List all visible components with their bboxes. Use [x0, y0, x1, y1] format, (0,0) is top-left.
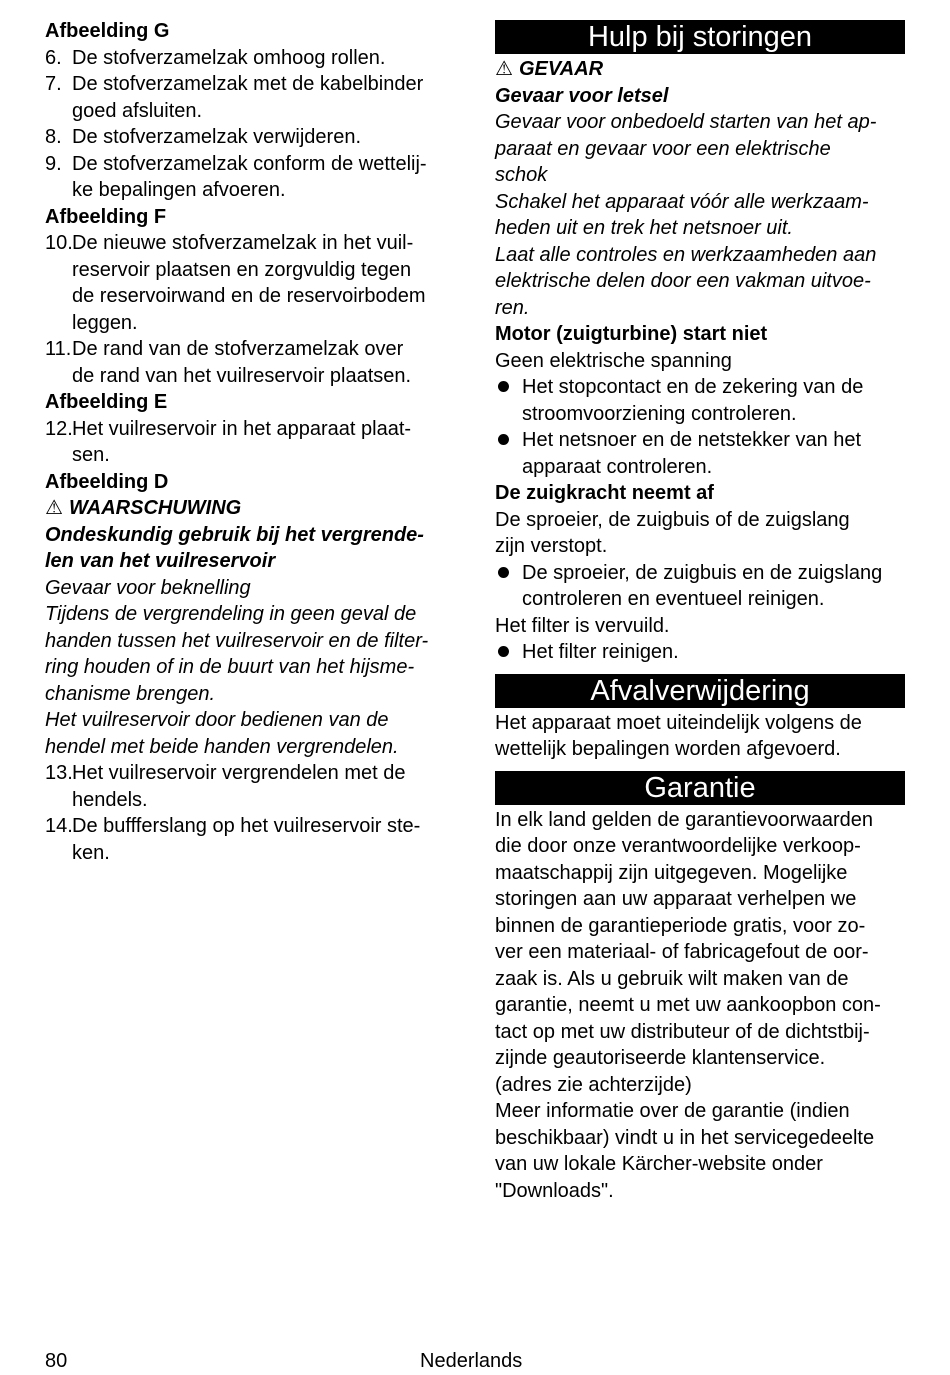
- filter-cause: Het filter is vervuild.: [495, 614, 670, 637]
- left-column: [45, 18, 460, 866]
- footer-language: Nederlands: [420, 1350, 523, 1372]
- step-6: 6. De stofverzamelzak omhoog rollen.: [45, 46, 386, 69]
- section-header-garantie: Garantie: [495, 771, 905, 805]
- step-13: 13. Het vuilreservoir vergrendelen met de hendels.: [45, 762, 406, 811]
- zuig-cause: De sproeier, de zuigbuis of de zuigslang zijn verstopt.: [495, 508, 850, 557]
- heading-afbeelding-d: Afbeelding D: [45, 470, 169, 493]
- danger-subtitle: Gevaar voor letsel: [495, 84, 669, 107]
- warning-title: ⚠ WAARSCHUWING: [45, 495, 460, 522]
- step-7: 7. De stofverzamelzak met de kabelbinder goed afsluiten.: [45, 73, 424, 122]
- heading-afbeelding-e: Afbeelding E: [45, 391, 168, 413]
- warranty-text: In elk land gelden de garantievoorwaarden die door onze verantwoordelijke verkoop- maatschappij zijn uitgegeven. Mogelijke storingen aan uw apparaat verhelpen we binnen de garantieperiode gratis, voor zo- ver een materiaal- of fabricagefout de oor- zaak is. Als u gebruik wilt maken van de garantie, neemt u met uw aankoopbon con- tact op met uw distributeur of de dichtstbij- zijnde geautoriseerde klantenservice. (adres zie achterzijde) Meer informatie over de garantie (indien beschikbaar) vindt u in het servicegedeelte van uw lokale Kärcher-website onder "Downloads".: [495, 808, 881, 1202]
- step-11: 11. De rand van de stofverzamelzak over de rand van het vuilreservoir plaatsen.: [45, 338, 412, 387]
- disposal-text: Het apparaat moet uiteindelijk volgens de wettelijk bepalingen worden afgevoerd.: [495, 711, 862, 760]
- bullet-item: Het filter reinigen.: [495, 639, 905, 666]
- bullet-item: Het stopcontact en de zekering van de stroomvoorziening controleren.: [495, 374, 905, 427]
- right-column: [495, 18, 905, 1204]
- bullet-item: Het netsnoer en de netstekker van het apparaat controleren.: [495, 427, 905, 480]
- step-10: 10. De nieuwe stofverzamelzak in het vuil- reservoir plaatsen en zorgvuldig tegen de reservoirwand en de reservoirbodem leggen.: [45, 232, 426, 334]
- warning-subtitle: Ondeskundig gebruik bij het vergrende- len van het vuilreservoir: [45, 523, 424, 572]
- warning-triangle-icon: ⚠: [495, 58, 513, 80]
- heading-afbeelding-g: Afbeelding G: [45, 20, 170, 42]
- heading-zuigkracht: De zuigkracht neemt af: [495, 482, 714, 504]
- motor-cause: Geen elektrische spanning: [495, 349, 732, 372]
- step-14: 14. De buffferslang op het vuilreservoir ste- ken.: [45, 815, 421, 864]
- warning-triangle-icon: ⚠: [45, 497, 63, 519]
- bullet-item: De sproeier, de zuigbuis en de zuigslang controleren en eventueel reinigen.: [495, 560, 905, 613]
- danger-text: Gevaar voor onbedoeld starten van het ap- paraat en gevaar voor een elektrische schok Schakel het apparaat vóór alle werkzaam- heden uit en trek het netsnoer uit. Laat alle controles en werkzaamheden aan elektrische delen door een vakman uitvoe- ren.: [495, 111, 877, 319]
- section-header-afvalverwijdering: Afvalverwijdering: [495, 674, 905, 708]
- page-number: 80: [45, 1350, 68, 1372]
- heading-motor: Motor (zuigturbine) start niet: [495, 323, 768, 345]
- danger-title: ⚠ GEVAAR: [495, 56, 905, 83]
- section-header-hulp-bij-storingen: Hulp bij storingen: [495, 20, 905, 54]
- heading-afbeelding-f: Afbeelding F: [45, 205, 167, 228]
- warning-text: Gevaar voor beknelling Tijdens de vergrendeling in geen geval de handen tussen het vuilreservoir en de filter- ring houden of in de buurt van het hijsme- chanisme brengen. Het vuilreservoir door bedienen van de hendel met beide handen vergrendelen.: [45, 576, 429, 758]
- step-12: 12. Het vuilreservoir in het apparaat plaat- sen.: [45, 417, 412, 466]
- step-8: 8. De stofverzamelzak verwijderen.: [45, 126, 361, 148]
- step-9: 9. De stofverzamelzak conform de wettelij- ke bepalingen afvoeren.: [45, 152, 427, 201]
